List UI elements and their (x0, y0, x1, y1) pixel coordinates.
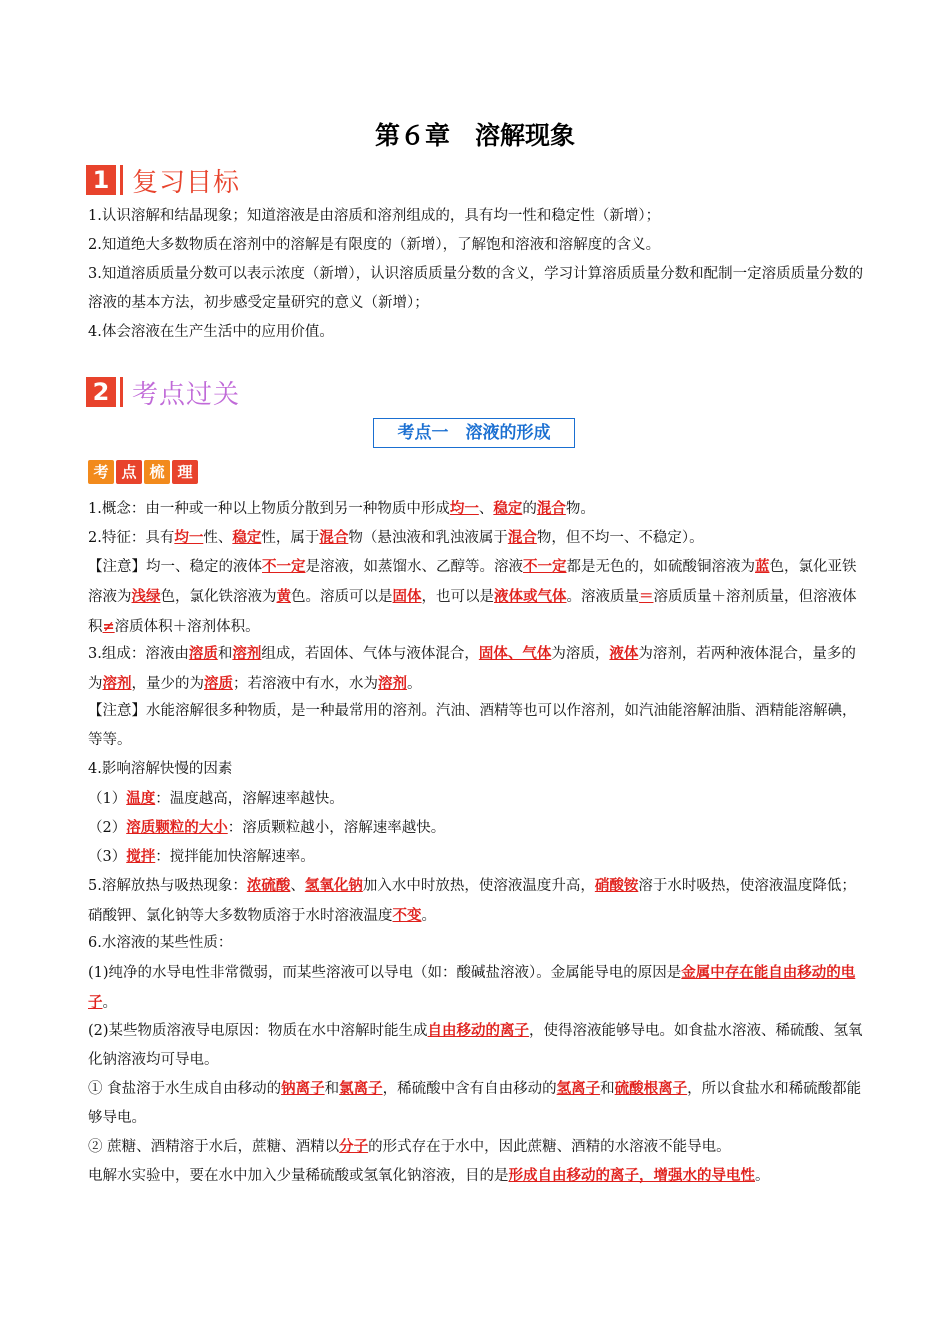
key-term: 固体、气体 (478, 645, 552, 662)
badge-char: 考 (88, 460, 114, 484)
text-run: 6.水溶液的某些性质： (88, 935, 233, 951)
text-run: (1)纯净的水导电性非常微弱，而某些溶液可以导电（如：酸碱盐溶液）。金属能导电的原因是 (88, 965, 682, 981)
text-run: 色，氯化亚铁溶液为 (88, 559, 857, 605)
text-run: 加入水中时放热，使溶液温度升高， (362, 878, 595, 894)
key-term: 混合 (536, 500, 566, 517)
goal-item-4: 4.体会溶液在生产生活中的应用价值。 (88, 324, 334, 340)
text-run: 的形式存在于水中，因此蔗糖、酒精的水溶液不能导电。 (368, 1139, 731, 1155)
text-run: 3.组成：溶液由 (88, 646, 189, 662)
text-run: 是溶液，如蒸馏水、乙醇等。溶液 (305, 559, 523, 575)
point-paragraph (88, 639, 868, 699)
text-run: ：搅拌能加快溶解速率。 (155, 849, 315, 865)
key-term: 形成自由移动的离子，增强水的导电性 (508, 1167, 755, 1184)
text-run: 、 (478, 501, 494, 517)
goal-item-1: 1.认识溶解和结晶现象；知道溶液是由溶质和溶剂组成的，具有均一性和稳定性（新增）； (88, 208, 661, 224)
key-term: 均一 (449, 500, 479, 517)
key-term: 溶剂 (378, 675, 407, 692)
text-run: 电解水实验中，要在水中加入少量稀硫酸或氢氧化钠溶液，目的是 (88, 1168, 509, 1184)
key-term: 溶剂 (102, 675, 132, 692)
text-run: 。 (755, 1168, 770, 1184)
text-run: ，也可以是 (421, 589, 494, 605)
text-run: 和 (600, 1081, 615, 1097)
key-term: 稳定 (493, 500, 523, 517)
section-number-badge: 1 (86, 165, 116, 195)
text-run: ② 蔗糖、酒精溶于水后，蔗糖、酒精以 (88, 1139, 340, 1155)
text-run: ，所以食盐水和稀硫酸都能够导电。 (88, 1081, 862, 1126)
text-run: 性，属于 (261, 530, 320, 546)
text-run: 物，但不均一、不稳定）。 (536, 530, 704, 546)
text-run: 色。溶质可以是 (291, 589, 393, 605)
point-paragraph (88, 552, 868, 642)
section-number-badge: 2 (86, 377, 116, 407)
key-term: 溶质颗粒的大小 (126, 819, 228, 836)
text-run: 溶于水时吸热，使溶液温度降低；硝酸钾、氯化钠等大多数物质溶于水时溶液温度 (88, 878, 856, 924)
section-header-review-goals (86, 160, 240, 200)
text-run: 。 (407, 676, 422, 692)
key-term: 液体 (609, 645, 639, 662)
text-run: ，稀硫酸中含有自由移动的 (382, 1081, 557, 1097)
key-term: 不变 (392, 907, 422, 924)
key-term: 液体或气体 (494, 588, 567, 605)
key-term: 金属中存在能自由移动的电子 (88, 964, 856, 1011)
key-term: 溶剂 (232, 645, 262, 662)
section-header-key-points (86, 372, 240, 412)
key-term: 溶质 (188, 645, 218, 662)
key-term: 分子 (339, 1138, 369, 1155)
key-term: 浓硫酸 (246, 877, 291, 894)
text-run: 。溶液质量 (566, 589, 639, 605)
text-run: 都是无色的，如硫酸铜溶液为 (566, 559, 755, 575)
text-run: 色，氯化铁溶液为 (160, 589, 277, 605)
section-heading: 复习目标 (132, 167, 241, 198)
point-paragraph (88, 958, 868, 1018)
text-run: （1） (88, 791, 127, 807)
point-paragraph (88, 697, 868, 755)
text-run: 为溶剂，若两种液体混合，量多的为 (88, 646, 856, 692)
point-paragraph (88, 784, 868, 814)
text-run: ，使得溶液能够导电。如食盐水溶液、稀硫酸、氢氧化钠溶液均可导电。 (88, 1023, 863, 1068)
key-term: 黄 (276, 588, 291, 605)
key-term: 硝酸铵 (594, 877, 639, 894)
text-run: 。 (102, 995, 117, 1011)
text-run: ：温度越高，溶解速率越快。 (155, 791, 344, 807)
point-paragraph (88, 1132, 868, 1162)
point-paragraph (88, 1161, 868, 1191)
key-term: 蓝 (755, 558, 770, 575)
text-run: 、 (290, 878, 305, 894)
point-paragraph (88, 1016, 868, 1075)
key-term: 氢氧化钠 (304, 877, 363, 894)
text-run: 物（悬浊液和乳浊液属于 (348, 530, 508, 546)
point-paragraph (88, 1074, 868, 1133)
text-run: (2)某些物质溶液导电原因：物质在水中溶解时能生成 (88, 1023, 428, 1039)
key-term: 搅拌 (126, 848, 156, 865)
point-paragraph (88, 929, 868, 958)
text-run: ；若溶液中有水，水为 (233, 676, 378, 692)
goal-item-2: 2.知道绝大多数物质在溶剂中的溶解是有限度的（新增），了解饱和溶液和溶解度的含义。 (88, 237, 661, 253)
text-run: ，量少的为 (131, 676, 204, 692)
key-term: ≠ (102, 618, 115, 635)
key-term: 固体 (392, 588, 422, 605)
key-term: 氯离子 (339, 1080, 383, 1097)
text-run: 溶质体积＋溶剂体积。 (114, 619, 260, 635)
text-run: 和 (217, 646, 233, 662)
text-run: （2） (88, 820, 127, 836)
key-term: 稳定 (232, 529, 262, 546)
point-paragraph (88, 842, 868, 872)
chapter-title: 第６章 溶解现象 (374, 121, 575, 150)
text-run: 1.概念：由一种或一种以上物质分散到另一种物质中形成 (88, 501, 450, 517)
key-term: 浅绿 (131, 588, 161, 605)
point-paragraph (88, 871, 868, 931)
point-paragraph (88, 813, 868, 843)
key-term: 温度 (126, 790, 156, 807)
key-term: 均一 (174, 529, 204, 546)
text-run: 【注意】水能溶解很多种物质，是一种最常用的溶剂。汽油、酒精等也可以作溶剂，如汽油能溶解油脂、酒精能溶解碘，等等。 (88, 703, 857, 748)
text-run: 溶质质量＋溶剂质量，但溶液体积 (88, 589, 857, 635)
badge-char: 梳 (144, 460, 170, 484)
text-run: 为溶质， (551, 646, 610, 662)
point-paragraph (88, 755, 868, 784)
kaodian-badge (88, 460, 200, 484)
point-paragraph (88, 523, 868, 553)
text-run: 2.特征：具有 (88, 530, 175, 546)
key-term: 硫酸根离子 (614, 1080, 688, 1097)
text-run: 【注意】均一、稳定的液体 (88, 559, 262, 575)
text-run: （3） (88, 849, 127, 865)
goal-item-3: 3.知道溶质质量分数可以表示浓度（新增），认识溶质质量分数的含义，学习计算溶质质量分数和配制一定溶质质量分数的溶液的基本方法，初步感受定量研究的意义（新增）； (88, 266, 864, 311)
text-run: 5.溶解放热与吸热现象： (88, 878, 247, 894)
section-heading: 考点过关 (132, 379, 241, 410)
key-term: 溶质 (204, 675, 233, 692)
point-paragraph (88, 494, 868, 524)
text-run: 物。 (565, 501, 595, 517)
key-term: 混合 (319, 529, 349, 546)
key-term: ＝ (639, 588, 654, 605)
text-run: 的 (522, 501, 537, 517)
text-run: 性、 (203, 530, 233, 546)
key-term: 不一定 (523, 558, 567, 575)
text-run: 和 (324, 1081, 340, 1097)
key-term: 混合 (507, 529, 537, 546)
text-run: ① 食盐溶于水生成自由移动的 (88, 1081, 282, 1097)
text-run: 。 (421, 908, 436, 924)
text-run: 4.影响溶解快慢的因素 (88, 761, 233, 777)
kaodian-title-box: 考点一 溶液的形成 (373, 418, 575, 448)
badge-char: 点 (116, 460, 142, 484)
key-term: 氢离子 (556, 1080, 601, 1097)
badge-char: 理 (172, 460, 198, 484)
text-run: 组成，若固体、气体与液体混合， (261, 646, 479, 662)
text-run: ：溶质颗粒越小，溶解速率越快。 (227, 820, 446, 836)
key-term: 钠离子 (281, 1080, 325, 1097)
key-term: 自由移动的离子 (427, 1022, 530, 1039)
key-term: 不一定 (262, 558, 306, 575)
